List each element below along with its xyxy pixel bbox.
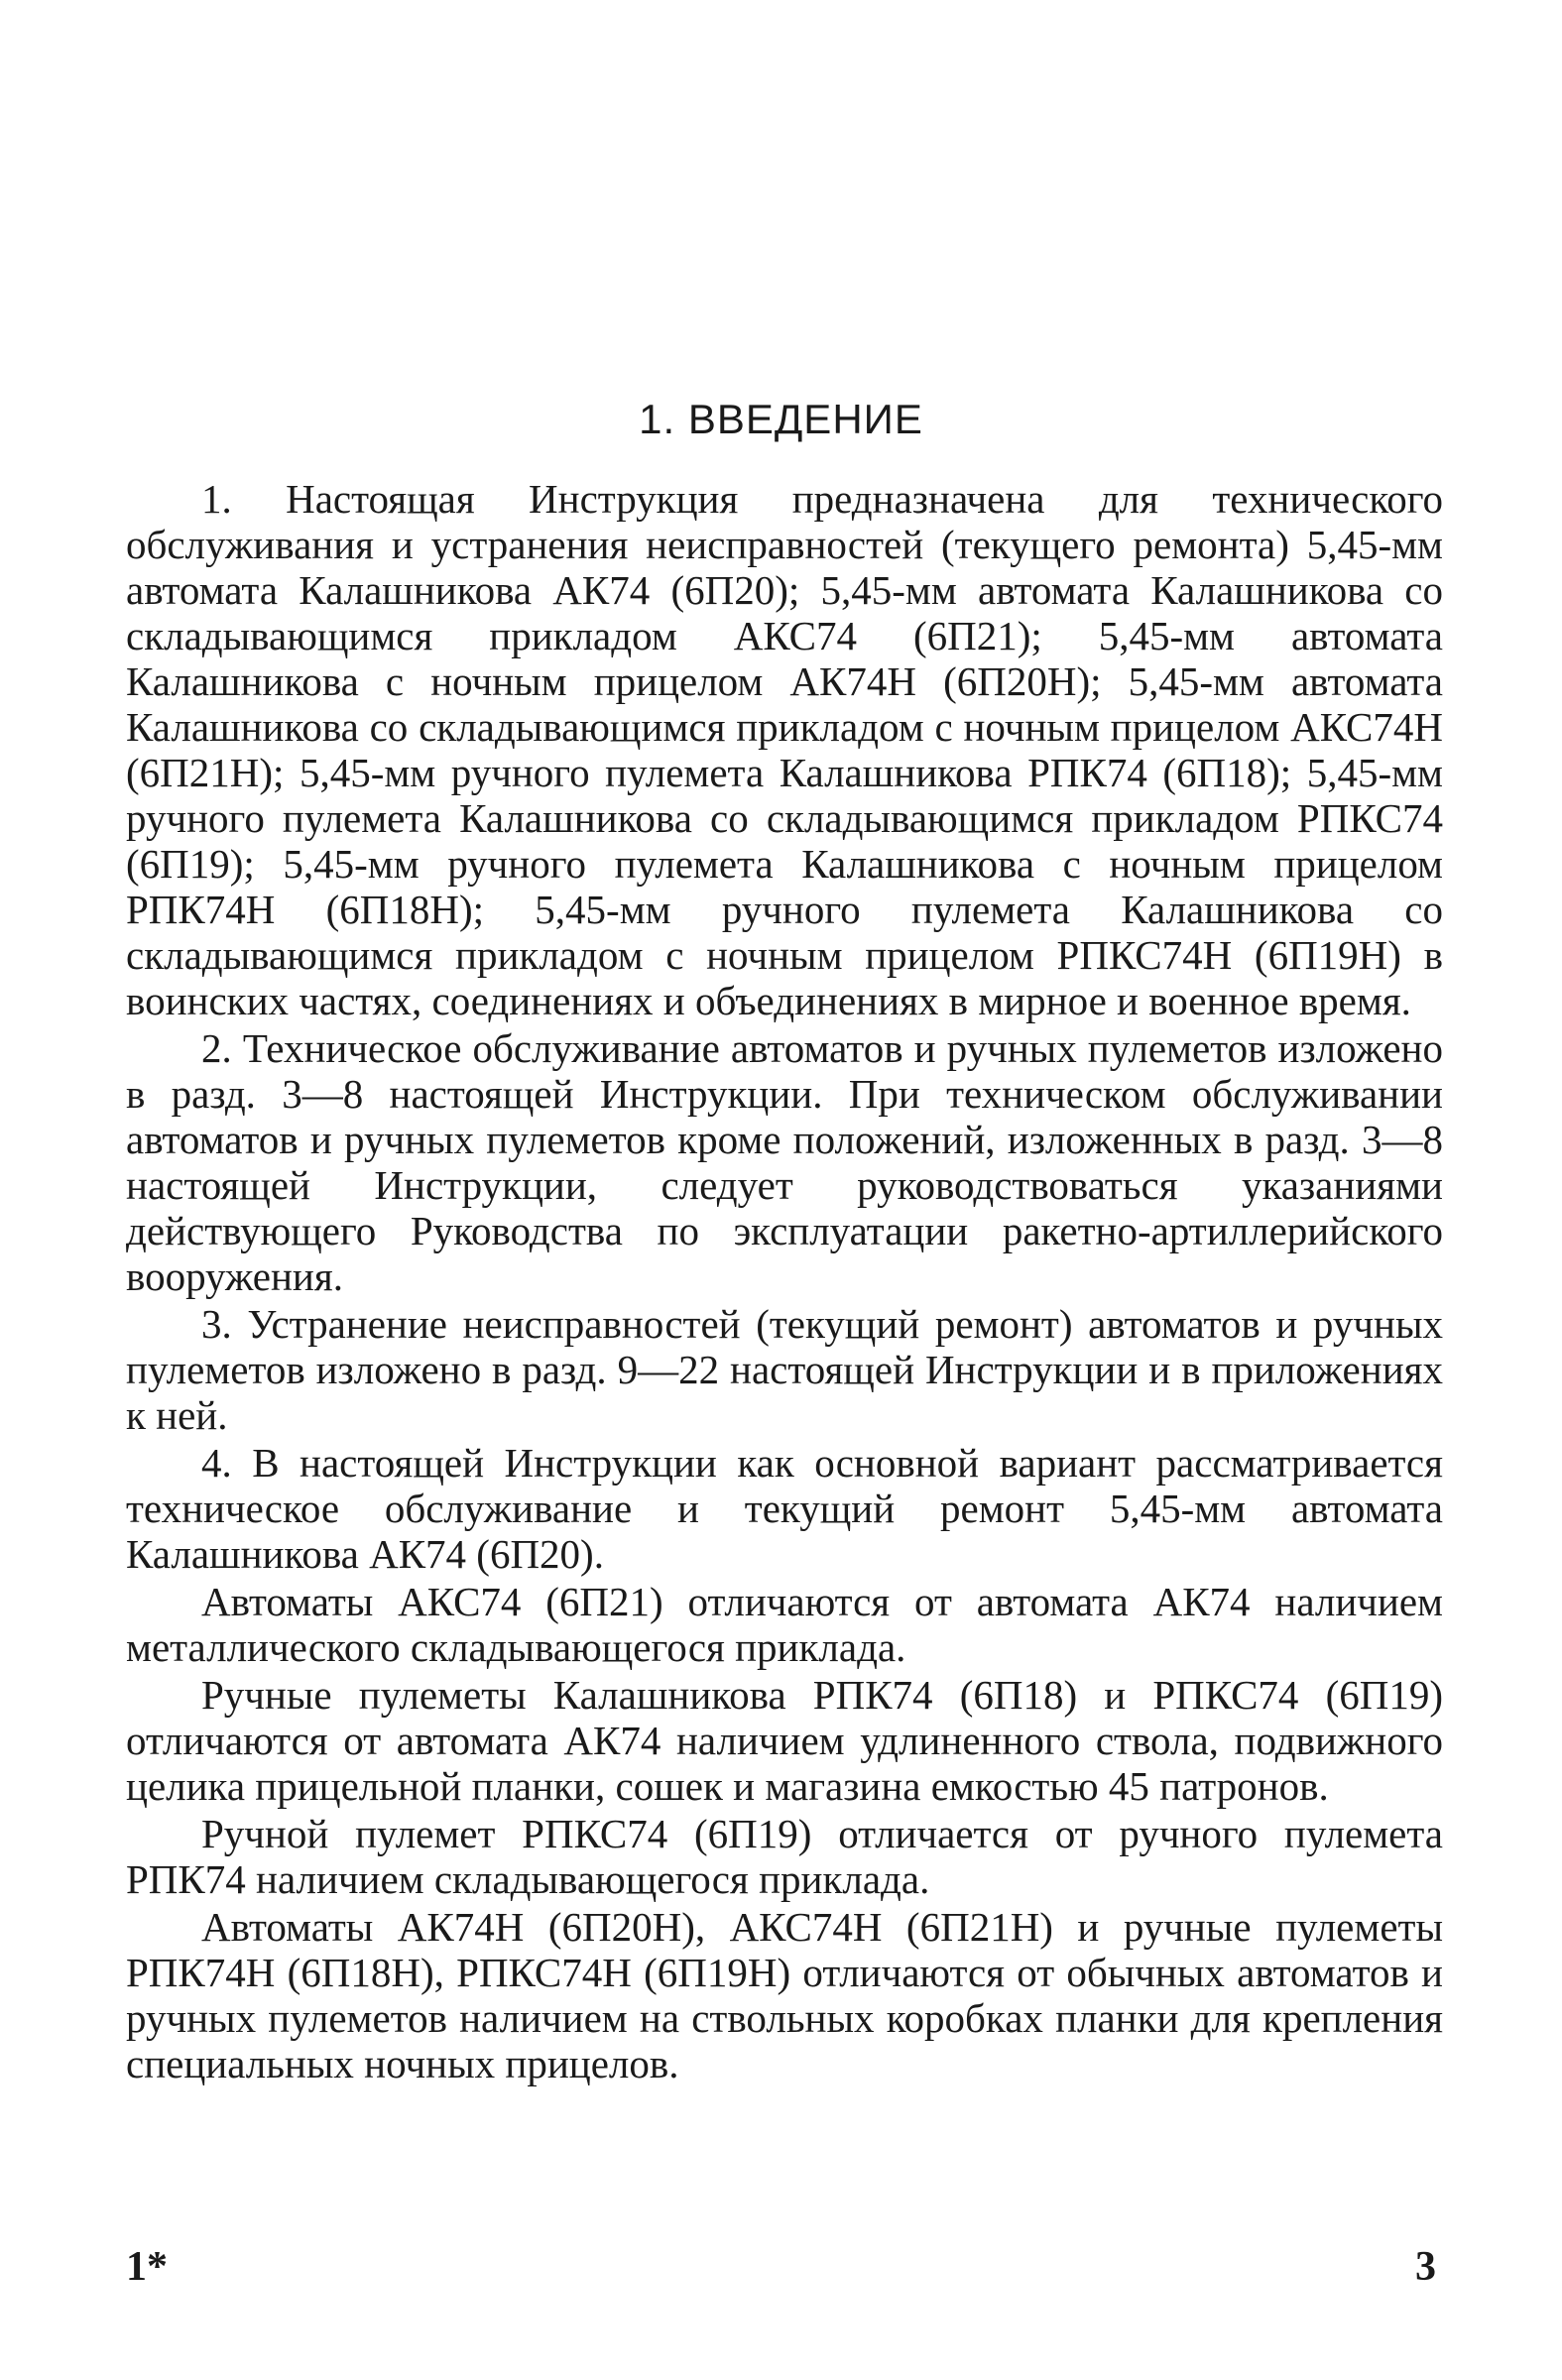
paragraph-3: 3. Устранение неисправностей (текущий ремонт) автоматов и ручных пулеметов изложено в разд. 9—22 настоящей Инструкции и в приложениях к ней.: [126, 1301, 1443, 1438]
page-number: 3: [1415, 2244, 1436, 2290]
paragraph-1: 1. Настоящая Инструкция предназначена для технического обслуживания и устранения неисправностей (текущего ремонта) 5,45-мм автомата Калашникова АК74 (6П20); 5,45-мм автомата Калашникова со складывающимся прикладом АКС74 (6П21); 5,45-мм автомата Калашникова с ночным прицелом АК74Н (6П20Н); 5,45-мм автомата Калашникова со складывающимся прикладом с ночным прицелом АКС74Н (6П21Н); 5,45-мм ручного пулемета Калашникова РПК74 (6П18); 5,45-мм ручного пулемета Калашникова со складывающимся прикладом РПКС74 (6П19); 5,45-мм ручного пулемета Калашникова с ночным прицелом РПК74Н (6П18Н); 5,45-мм ручного пулемета Калашникова со складывающимся прикладом с ночным прицелом РПКС74Н (6П19Н) в воинских частях, соединениях и объединениях в мирное и военное время.: [126, 476, 1443, 1023]
paragraph-5: Автоматы АКС74 (6П21) отличаются от автомата АК74 наличием металлического складывающегося приклада.: [126, 1579, 1443, 1670]
body-text: [126, 476, 1443, 2086]
paragraph-7: Ручной пулемет РПКС74 (6П19) отличается от ручного пулемета РПК74 наличием складывающегося приклада.: [126, 1811, 1443, 1902]
paragraph-2: 2. Техническое обслуживание автоматов и ручных пулеметов изложено в разд. 3—8 настоящей Инструкции. При техническом обслуживании автоматов и ручных пулеметов кроме положений, изложенных в разд. 3—8 настоящей Инструкции, следует руководствоваться указаниями действующего Руководства по эксплуатации ракетно-артиллерийского вооружения.: [126, 1025, 1443, 1299]
page-footer: [0, 2243, 1562, 2303]
section-heading: 1. ВВЕДЕНИЕ: [639, 396, 923, 442]
paragraph-4: 4. В настоящей Инструкции как основной вариант рассматривается техническое обслуживание и текущий ремонт 5,45-мм автомата Калашникова АК74 (6П20).: [126, 1440, 1443, 1577]
paragraph-6: Ручные пулеметы Калашникова РПК74 (6П18) и РПКС74 (6П19) отличаются от автомата АК74 наличием удлиненного ствола, подвижного целика прицельной планки, сошек и магазина емкостью 45 патронов.: [126, 1672, 1443, 1809]
signature-mark: 1*: [126, 2244, 168, 2290]
paragraph-8: Автоматы АК74Н (6П20Н), АКС74Н (6П21Н) и ручные пулеметы РПК74Н (6П18Н), РПКС74Н (6П19Н) отличаются от обычных автоматов и ручных пулеметов наличием на ствольных коробках планки для крепления специальных ночных прицелов.: [126, 1904, 1443, 2086]
